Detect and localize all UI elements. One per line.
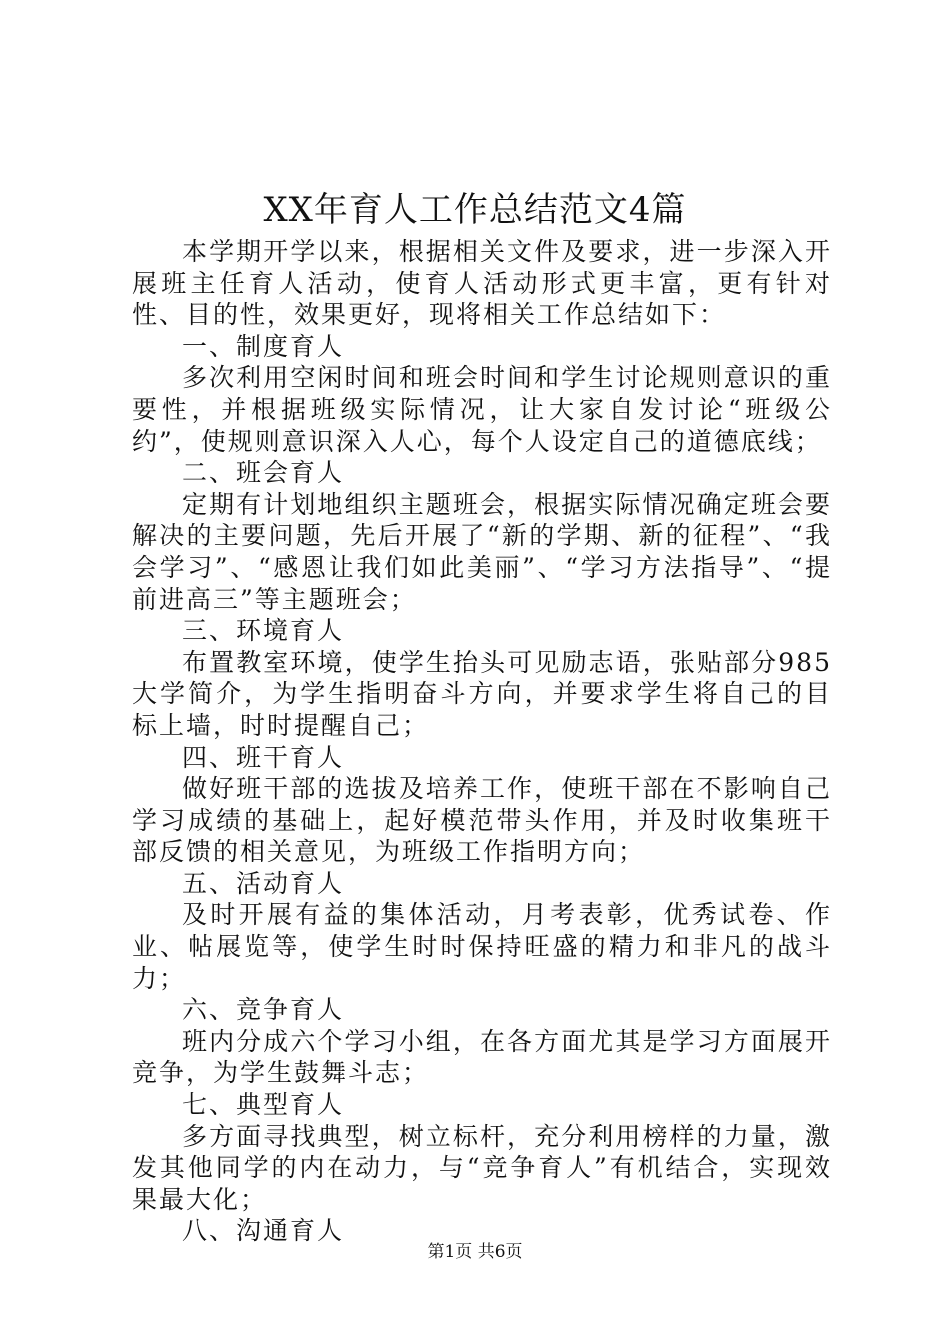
section-heading: 六、竞争育人 xyxy=(182,995,345,1025)
section-heading: 一、制度育人 xyxy=(182,331,345,361)
document-title: XX年育人工作总结范文4篇 xyxy=(263,190,687,230)
section-paragraph: 布置教室环境，使学生抬头可见励志语，张贴部分985大学简介，为学生指明奋斗方向，并要求学生将自己的目标上墙，时时提醒自己； xyxy=(132,647,832,740)
document-body xyxy=(132,236,832,1247)
section-heading: 四、班干育人 xyxy=(182,742,345,772)
section-heading: 二、班会育人 xyxy=(182,458,345,488)
section-paragraph: 及时开展有益的集体活动，月考表彰，优秀试卷、作业、帖展览等，使学生时时保持旺盛的精力和非凡的战斗力； xyxy=(132,900,832,993)
page-number-footer: 第1页 共6页 xyxy=(427,1242,523,1262)
section-paragraph: 多次利用空闲时间和班会时间和学生讨论规则意识的重要性，并根据班级实际情况，让大家自发讨论“班级公约”，使规则意识深入人心，每个人设定自己的道德底线； xyxy=(132,363,832,456)
section-paragraph: 班内分成六个学习小组，在各方面尤其是学习方面展开竞争，为学生鼓舞斗志； xyxy=(132,1026,832,1088)
section-paragraph: 多方面寻找典型，树立标杆，充分利用榜样的力量，激发其他同学的内在动力，与“竞争育人”有机结合，实现效果最大化； xyxy=(132,1121,832,1214)
section-paragraph: 定期有计划地组织主题班会，根据实际情况确定班会要解决的主要问题，先后开展了“新的学期、新的征程”、“我会学习”、“感恩让我们如此美丽”、“学习方法指导”、“提前进高三”等主题班会； xyxy=(132,489,832,614)
section-heading: 五、活动育人 xyxy=(182,868,345,898)
section-heading: 七、典型育人 xyxy=(182,1090,345,1120)
intro-paragraph: 本学期开学以来，根据相关文件及要求，进一步深入开展班主任育人活动，使育人活动形式更丰富，更有针对性、目的性，效果更好，现将相关工作总结如下： xyxy=(132,237,832,330)
section-heading: 八、沟通育人 xyxy=(182,1216,345,1246)
section-heading: 三、环境育人 xyxy=(182,616,345,646)
section-paragraph: 做好班干部的选拔及培养工作，使班干部在不影响自己学习成绩的基础上，起好模范带头作用，并及时收集班干部反馈的相关意见，为班级工作指明方向； xyxy=(132,774,832,867)
